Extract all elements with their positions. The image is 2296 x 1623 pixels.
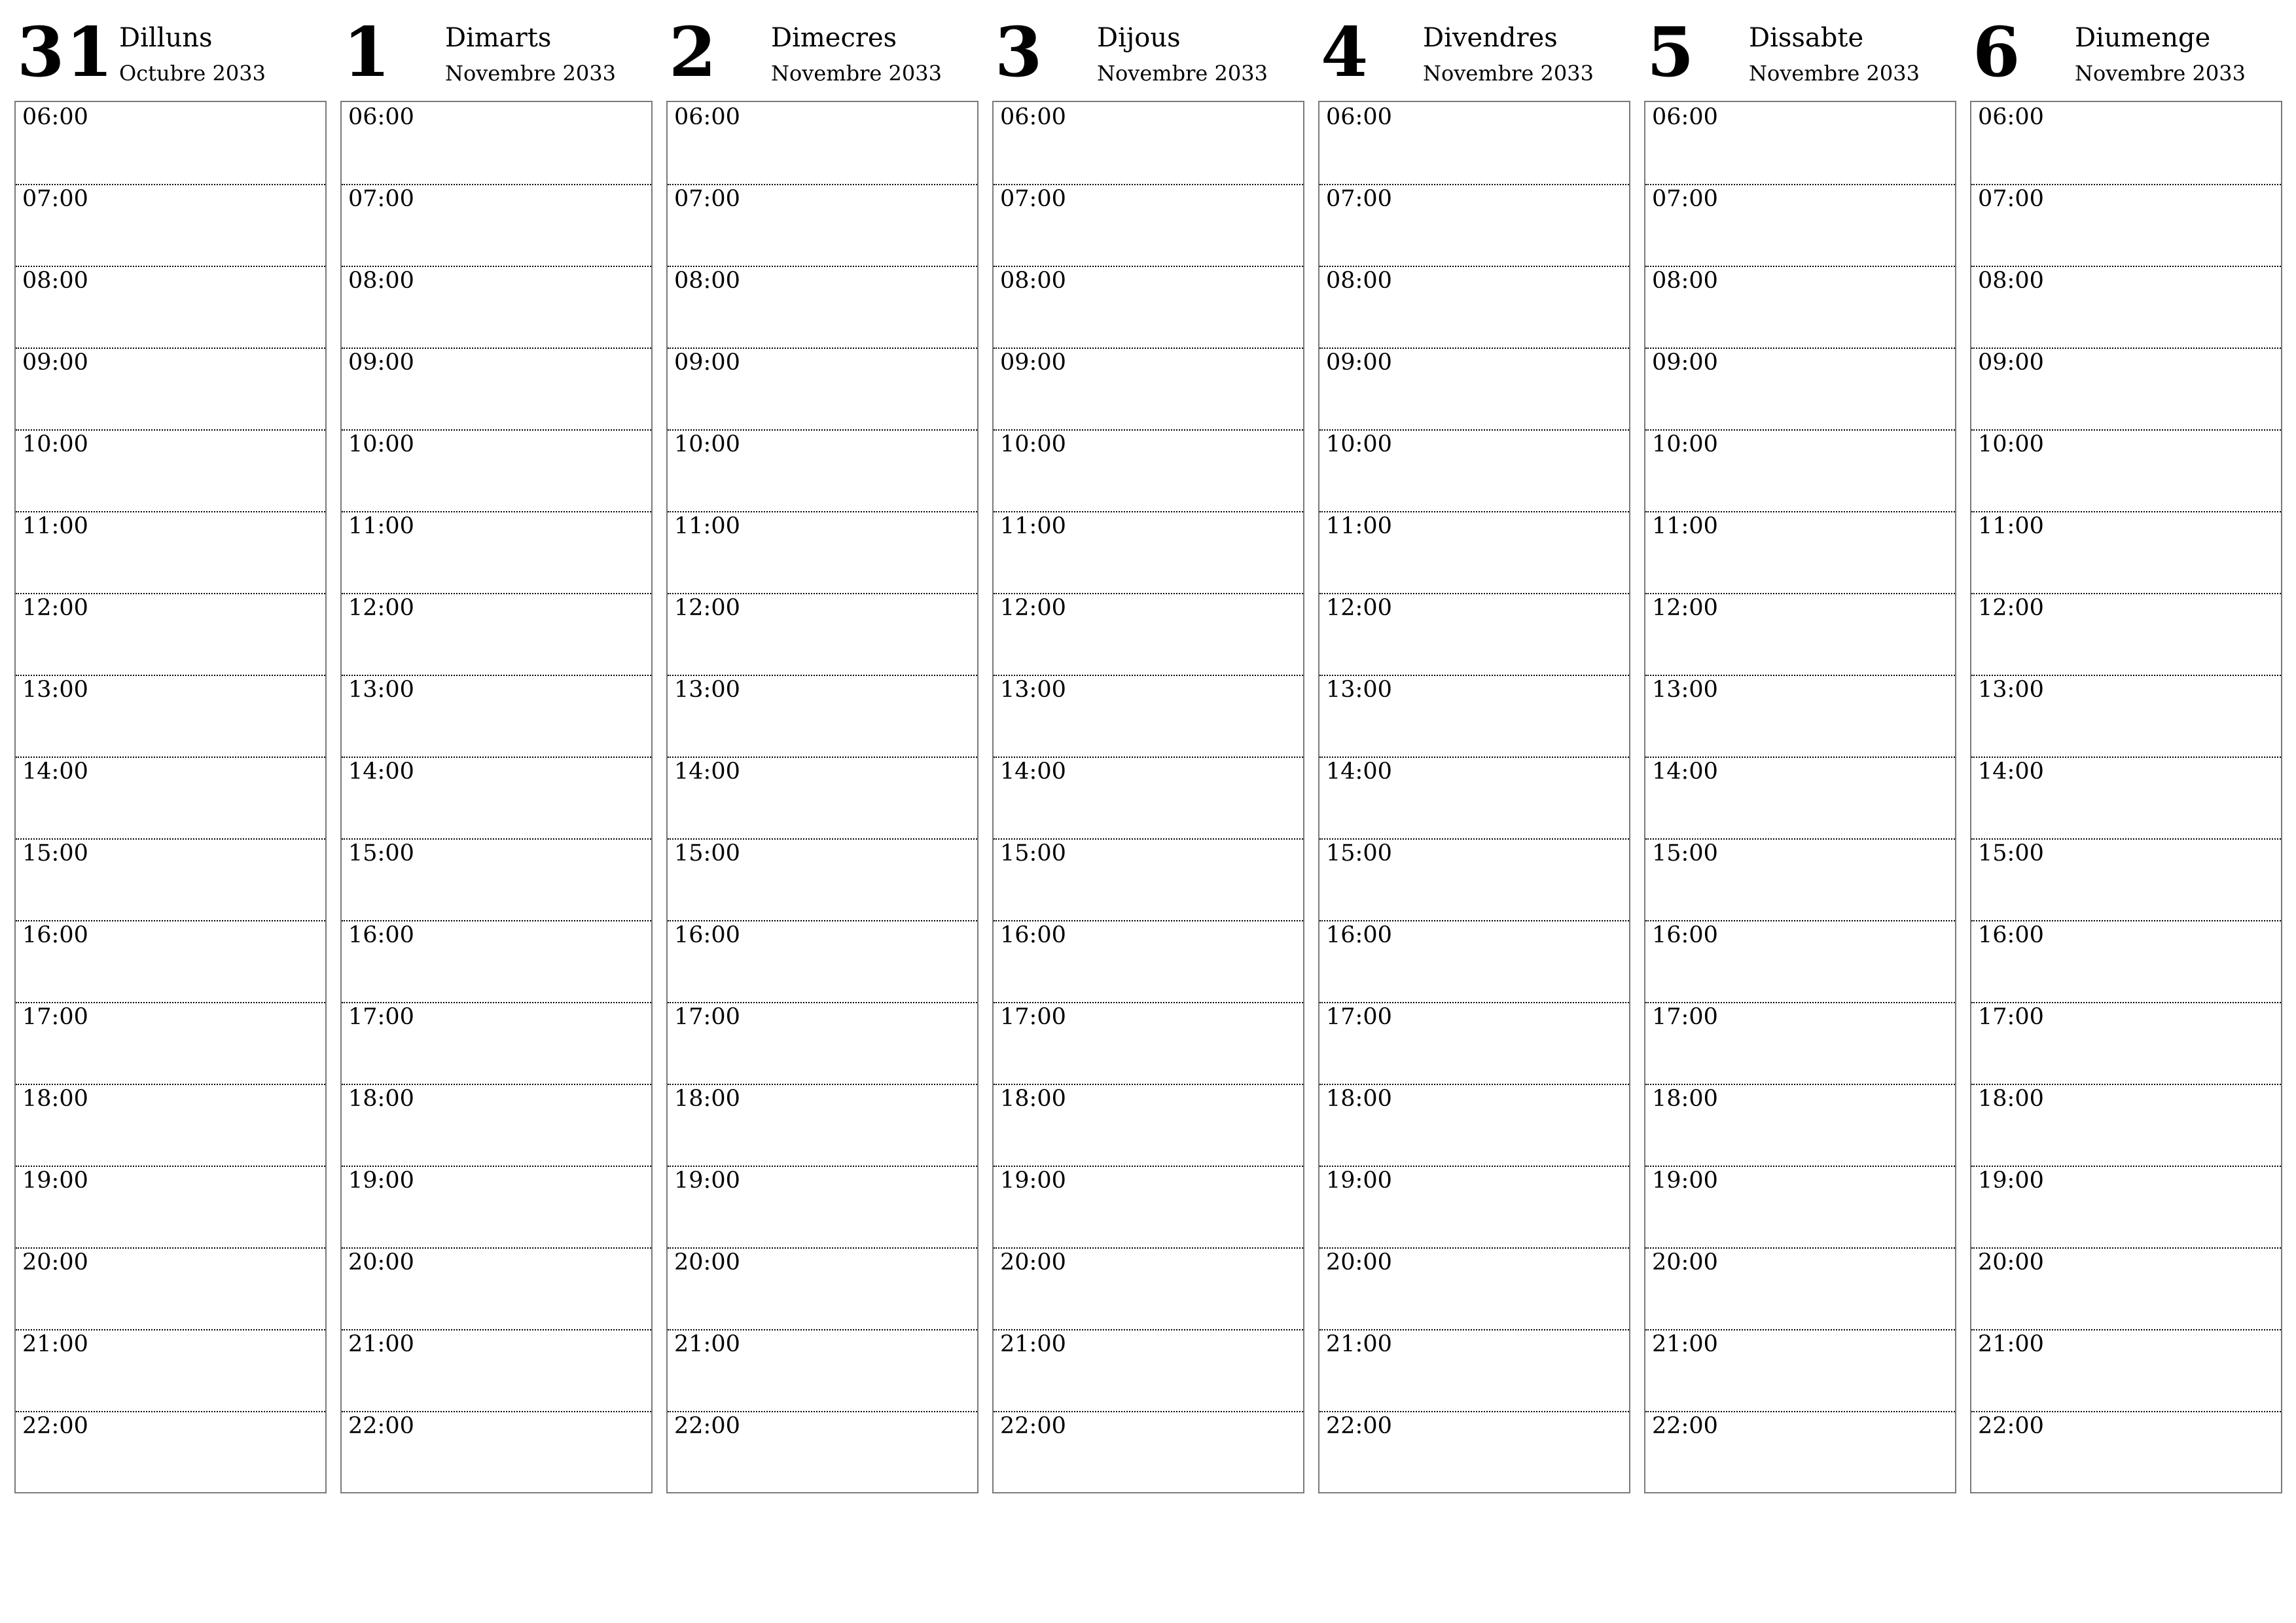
- time-slot[interactable]: [668, 1166, 977, 1249]
- time-slot[interactable]: [342, 266, 651, 349]
- time-slot[interactable]: [994, 184, 1303, 267]
- time-label: 15:00: [1652, 840, 1718, 866]
- time-slot[interactable]: [342, 184, 651, 267]
- day-name: Dijous: [1097, 23, 1181, 53]
- day-header: [1644, 0, 1956, 99]
- day-name: Divendres: [1423, 23, 1558, 53]
- day-number: 6: [1973, 12, 2022, 92]
- time-slot[interactable]: [1971, 1247, 2281, 1330]
- time-label: 15:00: [22, 840, 88, 866]
- time-label: 17:00: [1326, 1004, 1392, 1030]
- month-year: Novembre 2033: [1423, 61, 1594, 86]
- time-label: 06:00: [1000, 104, 1066, 130]
- time-label: 13:00: [1000, 677, 1066, 703]
- time-slot[interactable]: [994, 102, 1303, 185]
- time-label: 18:00: [1326, 1086, 1392, 1112]
- time-slot[interactable]: [1971, 757, 2281, 840]
- day-schedule-box: [1644, 101, 1956, 1493]
- time-slot[interactable]: [994, 1002, 1303, 1085]
- time-slot[interactable]: [342, 1166, 651, 1249]
- time-label: 06:00: [1326, 104, 1392, 130]
- day-name: Dimarts: [445, 23, 552, 53]
- time-label: 16:00: [1652, 922, 1718, 948]
- time-slot[interactable]: [1645, 593, 1955, 676]
- time-label: 17:00: [1652, 1004, 1718, 1030]
- day-column: [666, 0, 978, 1439]
- time-label: 15:00: [348, 840, 414, 866]
- time-slot[interactable]: [16, 1002, 325, 1085]
- time-label: 14:00: [1000, 758, 1066, 785]
- day-name: Diumenge: [2075, 23, 2211, 53]
- day-header: [1318, 0, 1630, 99]
- time-label: 06:00: [674, 104, 740, 130]
- time-label: 14:00: [1326, 758, 1392, 785]
- time-slot[interactable]: [668, 593, 977, 676]
- time-label: 22:00: [22, 1413, 88, 1439]
- month-year: Octubre 2033: [119, 61, 266, 86]
- day-number: 31: [17, 12, 115, 92]
- time-label: 18:00: [1978, 1086, 2044, 1112]
- time-slot[interactable]: [994, 1166, 1303, 1249]
- time-slot[interactable]: [994, 757, 1303, 840]
- time-label: 19:00: [22, 1168, 88, 1194]
- time-slot[interactable]: [1645, 1002, 1955, 1085]
- time-slot[interactable]: [342, 102, 651, 185]
- time-slot[interactable]: [1319, 1247, 1629, 1330]
- time-slot[interactable]: [668, 102, 977, 185]
- time-slot[interactable]: [994, 1329, 1303, 1412]
- day-name: Dilluns: [119, 23, 213, 53]
- time-label: 07:00: [674, 186, 740, 212]
- time-label: 12:00: [1326, 595, 1392, 621]
- time-slot[interactable]: [994, 511, 1303, 594]
- time-slot[interactable]: [342, 593, 651, 676]
- time-label: 13:00: [1978, 677, 2044, 703]
- day-schedule-box: [14, 101, 327, 1493]
- time-label: 08:00: [1000, 268, 1066, 294]
- time-slot[interactable]: [16, 757, 325, 840]
- time-slot[interactable]: [1645, 675, 1955, 758]
- time-slot[interactable]: [16, 511, 325, 594]
- time-label: 13:00: [1652, 677, 1718, 703]
- time-label: 09:00: [22, 349, 88, 376]
- time-slot[interactable]: [668, 184, 977, 267]
- time-slot[interactable]: [994, 266, 1303, 349]
- day-column: [340, 0, 653, 1439]
- month-year: Novembre 2033: [445, 61, 616, 86]
- time-label: 08:00: [1326, 268, 1392, 294]
- time-label: 22:00: [1326, 1413, 1392, 1439]
- time-slot[interactable]: [1971, 1166, 2281, 1249]
- time-label: 22:00: [1652, 1413, 1718, 1439]
- time-label: 19:00: [674, 1168, 740, 1194]
- time-slot[interactable]: [668, 1084, 977, 1167]
- month-year: Novembre 2033: [1097, 61, 1268, 86]
- day-header: [340, 0, 653, 99]
- day-schedule-box: [666, 101, 978, 1493]
- time-label: 10:00: [1000, 431, 1066, 457]
- time-label: 20:00: [674, 1249, 740, 1275]
- time-slot[interactable]: [1319, 511, 1629, 594]
- time-slot[interactable]: [1319, 429, 1629, 512]
- time-label: 20:00: [1000, 1249, 1066, 1275]
- time-slot[interactable]: [16, 593, 325, 676]
- time-label: 06:00: [1978, 104, 2044, 130]
- time-slot[interactable]: [1319, 1411, 1629, 1493]
- time-slot[interactable]: [1971, 184, 2281, 267]
- time-label: 21:00: [1978, 1331, 2044, 1357]
- time-slot[interactable]: [16, 1084, 325, 1167]
- time-slot[interactable]: [16, 184, 325, 267]
- time-slot[interactable]: [1645, 266, 1955, 349]
- time-label: 13:00: [348, 677, 414, 703]
- time-label: 11:00: [1000, 513, 1066, 539]
- time-slot[interactable]: [668, 1329, 977, 1412]
- time-slot[interactable]: [342, 675, 651, 758]
- time-slot[interactable]: [1971, 1084, 2281, 1167]
- time-label: 19:00: [1326, 1168, 1392, 1194]
- time-slot[interactable]: [1319, 1084, 1629, 1167]
- time-slot[interactable]: [1645, 348, 1955, 431]
- time-slot[interactable]: [1971, 348, 2281, 431]
- time-slot[interactable]: [16, 838, 325, 921]
- time-slot[interactable]: [16, 920, 325, 1003]
- time-slot[interactable]: [1971, 920, 2281, 1003]
- time-label: 21:00: [22, 1331, 88, 1357]
- day-number: 4: [1321, 12, 1370, 92]
- day-schedule-box: [1318, 101, 1630, 1493]
- time-slot[interactable]: [1319, 1166, 1629, 1249]
- time-label: 17:00: [348, 1004, 414, 1030]
- time-label: 15:00: [1000, 840, 1066, 866]
- time-label: 14:00: [22, 758, 88, 785]
- time-slot[interactable]: [1319, 838, 1629, 921]
- time-slot[interactable]: [994, 675, 1303, 758]
- time-label: 18:00: [674, 1086, 740, 1112]
- time-label: 22:00: [674, 1413, 740, 1439]
- time-slot[interactable]: [342, 348, 651, 431]
- day-name: Dissabte: [1749, 23, 1864, 53]
- time-label: 14:00: [348, 758, 414, 785]
- time-label: 22:00: [1000, 1413, 1066, 1439]
- time-slot[interactable]: [1319, 1002, 1629, 1085]
- time-slot[interactable]: [1645, 920, 1955, 1003]
- time-label: 15:00: [1326, 840, 1392, 866]
- time-label: 20:00: [1652, 1249, 1718, 1275]
- time-label: 16:00: [1000, 922, 1066, 948]
- day-number: 5: [1647, 12, 1696, 92]
- time-label: 12:00: [1000, 595, 1066, 621]
- time-label: 16:00: [22, 922, 88, 948]
- time-slot[interactable]: [16, 266, 325, 349]
- time-label: 16:00: [1326, 922, 1392, 948]
- time-slot[interactable]: [994, 1084, 1303, 1167]
- time-slot[interactable]: [342, 1002, 651, 1085]
- time-label: 17:00: [1978, 1004, 2044, 1030]
- time-label: 09:00: [1978, 349, 2044, 376]
- time-slot[interactable]: [994, 1247, 1303, 1330]
- time-slot[interactable]: [1645, 838, 1955, 921]
- day-schedule-box: [340, 101, 653, 1493]
- time-label: 13:00: [22, 677, 88, 703]
- time-slot[interactable]: [1319, 266, 1629, 349]
- time-label: 11:00: [674, 513, 740, 539]
- time-slot[interactable]: [1971, 1411, 2281, 1493]
- time-slot[interactable]: [16, 102, 325, 185]
- day-column: [1970, 0, 2282, 1439]
- time-label: 15:00: [674, 840, 740, 866]
- time-label: 17:00: [22, 1004, 88, 1030]
- time-slot[interactable]: [1319, 184, 1629, 267]
- time-label: 22:00: [348, 1413, 414, 1439]
- time-label: 10:00: [674, 431, 740, 457]
- time-slot[interactable]: [16, 675, 325, 758]
- time-slot[interactable]: [668, 838, 977, 921]
- time-label: 09:00: [348, 349, 414, 376]
- time-slot[interactable]: [1645, 1411, 1955, 1493]
- time-label: 13:00: [1326, 677, 1392, 703]
- time-label: 08:00: [348, 268, 414, 294]
- day-name: Dimecres: [771, 23, 897, 53]
- time-label: 06:00: [348, 104, 414, 130]
- time-slot[interactable]: [1971, 266, 2281, 349]
- time-label: 12:00: [674, 595, 740, 621]
- time-slot[interactable]: [1645, 757, 1955, 840]
- time-label: 21:00: [674, 1331, 740, 1357]
- time-label: 12:00: [22, 595, 88, 621]
- time-label: 19:00: [1652, 1168, 1718, 1194]
- time-label: 11:00: [1326, 513, 1392, 539]
- day-column: [1318, 0, 1630, 1439]
- time-label: 07:00: [22, 186, 88, 212]
- time-label: 07:00: [348, 186, 414, 212]
- time-slot[interactable]: [994, 593, 1303, 676]
- time-slot[interactable]: [1645, 1166, 1955, 1249]
- day-number: 2: [669, 12, 718, 92]
- month-year: Novembre 2033: [2075, 61, 2246, 86]
- time-slot[interactable]: [1971, 1002, 2281, 1085]
- time-label: 10:00: [22, 431, 88, 457]
- time-slot[interactable]: [668, 1411, 977, 1493]
- time-label: 19:00: [348, 1168, 414, 1194]
- time-slot[interactable]: [342, 1329, 651, 1412]
- time-slot[interactable]: [342, 838, 651, 921]
- time-slot[interactable]: [1971, 675, 2281, 758]
- time-label: 10:00: [1326, 431, 1392, 457]
- time-label: 14:00: [1978, 758, 2044, 785]
- time-slot[interactable]: [1971, 102, 2281, 185]
- time-label: 08:00: [674, 268, 740, 294]
- day-number: 3: [995, 12, 1044, 92]
- time-slot[interactable]: [668, 1247, 977, 1330]
- time-slot[interactable]: [668, 429, 977, 512]
- time-label: 11:00: [22, 513, 88, 539]
- time-label: 14:00: [1652, 758, 1718, 785]
- time-slot[interactable]: [668, 348, 977, 431]
- time-label: 21:00: [1000, 1331, 1066, 1357]
- time-label: 08:00: [1652, 268, 1718, 294]
- time-slot[interactable]: [1971, 1329, 2281, 1412]
- time-label: 21:00: [1326, 1331, 1392, 1357]
- time-label: 10:00: [1978, 431, 2044, 457]
- time-slot[interactable]: [1319, 675, 1629, 758]
- time-slot[interactable]: [1319, 348, 1629, 431]
- time-slot[interactable]: [994, 1411, 1303, 1493]
- time-label: 18:00: [22, 1086, 88, 1112]
- time-label: 11:00: [1978, 513, 2044, 539]
- day-column: [14, 0, 327, 1439]
- time-slot[interactable]: [1645, 102, 1955, 185]
- day-header: [1970, 0, 2282, 99]
- day-schedule-box: [1970, 101, 2282, 1493]
- time-slot[interactable]: [1645, 511, 1955, 594]
- time-slot[interactable]: [342, 1084, 651, 1167]
- time-label: 17:00: [1000, 1004, 1066, 1030]
- time-label: 09:00: [1000, 349, 1066, 376]
- time-label: 14:00: [674, 758, 740, 785]
- time-slot[interactable]: [342, 1247, 651, 1330]
- time-slot[interactable]: [342, 511, 651, 594]
- time-slot[interactable]: [1645, 1247, 1955, 1330]
- time-label: 12:00: [1978, 595, 2044, 621]
- time-slot[interactable]: [994, 348, 1303, 431]
- time-label: 18:00: [1000, 1086, 1066, 1112]
- time-label: 06:00: [1652, 104, 1718, 130]
- time-slot[interactable]: [1971, 593, 2281, 676]
- day-number: 1: [343, 12, 392, 92]
- time-label: 09:00: [674, 349, 740, 376]
- time-slot[interactable]: [1319, 593, 1629, 676]
- time-slot[interactable]: [668, 675, 977, 758]
- time-label: 12:00: [1652, 595, 1718, 621]
- time-slot[interactable]: [16, 1247, 325, 1330]
- time-label: 22:00: [1978, 1413, 2044, 1439]
- time-label: 18:00: [348, 1086, 414, 1112]
- time-label: 15:00: [1978, 840, 2044, 866]
- time-slot[interactable]: [1319, 920, 1629, 1003]
- time-slot[interactable]: [668, 757, 977, 840]
- time-label: 08:00: [22, 268, 88, 294]
- time-slot[interactable]: [1645, 1329, 1955, 1412]
- time-slot[interactable]: [342, 1411, 651, 1493]
- time-slot[interactable]: [16, 429, 325, 512]
- time-slot[interactable]: [1645, 429, 1955, 512]
- day-column: [992, 0, 1304, 1439]
- time-slot[interactable]: [994, 920, 1303, 1003]
- time-slot[interactable]: [1319, 1329, 1629, 1412]
- day-header: [666, 0, 978, 99]
- time-slot[interactable]: [16, 1166, 325, 1249]
- time-label: 12:00: [348, 595, 414, 621]
- time-label: 07:00: [1978, 186, 2044, 212]
- time-label: 19:00: [1978, 1168, 2044, 1194]
- time-slot[interactable]: [668, 511, 977, 594]
- time-label: 11:00: [348, 513, 414, 539]
- time-slot[interactable]: [342, 920, 651, 1003]
- time-label: 20:00: [22, 1249, 88, 1275]
- time-slot[interactable]: [1319, 757, 1629, 840]
- time-slot[interactable]: [342, 429, 651, 512]
- time-label: 07:00: [1326, 186, 1392, 212]
- time-label: 18:00: [1652, 1086, 1718, 1112]
- time-label: 16:00: [348, 922, 414, 948]
- day-header: [992, 0, 1304, 99]
- time-slot[interactable]: [994, 838, 1303, 921]
- time-label: 11:00: [1652, 513, 1718, 539]
- time-slot[interactable]: [1971, 429, 2281, 512]
- time-slot[interactable]: [1319, 102, 1629, 185]
- time-label: 21:00: [348, 1331, 414, 1357]
- month-year: Novembre 2033: [771, 61, 942, 86]
- time-slot[interactable]: [1645, 1084, 1955, 1167]
- day-header: [14, 0, 327, 99]
- time-slot[interactable]: [668, 266, 977, 349]
- time-label: 19:00: [1000, 1168, 1066, 1194]
- day-schedule-box: [992, 101, 1304, 1493]
- time-label: 09:00: [1652, 349, 1718, 376]
- time-label: 16:00: [674, 922, 740, 948]
- time-slot[interactable]: [1645, 184, 1955, 267]
- time-label: 20:00: [1326, 1249, 1392, 1275]
- day-column: [1644, 0, 1956, 1439]
- time-label: 09:00: [1326, 349, 1392, 376]
- time-slot[interactable]: [1971, 511, 2281, 594]
- time-label: 20:00: [1978, 1249, 2044, 1275]
- time-slot[interactable]: [1971, 838, 2281, 921]
- time-slot[interactable]: [668, 920, 977, 1003]
- time-label: 10:00: [1652, 431, 1718, 457]
- time-slot[interactable]: [342, 757, 651, 840]
- time-slot[interactable]: [994, 429, 1303, 512]
- time-label: 13:00: [674, 677, 740, 703]
- time-label: 20:00: [348, 1249, 414, 1275]
- time-label: 21:00: [1652, 1331, 1718, 1357]
- time-slot[interactable]: [668, 1002, 977, 1085]
- time-label: 08:00: [1978, 268, 2044, 294]
- time-label: 07:00: [1652, 186, 1718, 212]
- time-label: 10:00: [348, 431, 414, 457]
- time-label: 07:00: [1000, 186, 1066, 212]
- time-label: 16:00: [1978, 922, 2044, 948]
- time-label: 17:00: [674, 1004, 740, 1030]
- time-slot[interactable]: [16, 1411, 325, 1493]
- time-slot[interactable]: [16, 1329, 325, 1412]
- month-year: Novembre 2033: [1749, 61, 1920, 86]
- time-slot[interactable]: [16, 348, 325, 431]
- time-label: 06:00: [22, 104, 88, 130]
